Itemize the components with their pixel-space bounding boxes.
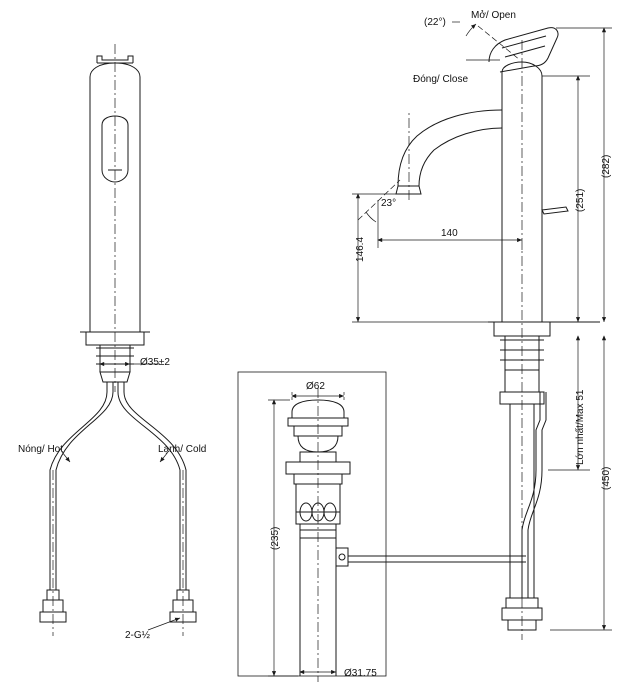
hot-cold-leaders [62,452,180,630]
label-dim-140: 140 [441,228,458,239]
drain-assembly-view [286,400,386,676]
label-hot: Nóng/ Hot [18,444,64,455]
dim-140 [378,200,522,250]
label-dim-450: (450) [601,466,612,490]
label-close: Đóng/ Close [413,74,469,85]
label-deck-hole: Ø35±2 [140,357,170,368]
label-drain-bottom-diameter: Ø31.75 [344,668,377,679]
dim-146-4 [352,194,488,322]
right-faucet-view [356,28,600,630]
label-dim-235: (235) [270,526,281,550]
label-open: Mở/ Open [471,10,516,21]
label-dim-max-51: Lớn nhất/Max 51 [575,389,586,465]
label-dim-282: (282) [601,154,612,178]
label-thread: 2-G½ [125,630,151,641]
dim-251-282 [542,28,612,630]
label-dim-251: (251) [575,188,586,212]
label-dim-146-4: 146.4 [355,236,366,262]
label-handle-angle: (22°) [424,17,446,28]
label-cold: Lạnh/ Cold [158,444,207,455]
left-faucet-view [40,56,196,622]
handle-angle-arc [452,22,520,60]
label-spout-angle: 23° [381,198,397,209]
left-view-centerline [53,44,183,636]
label-drain-top-diameter: Ø62 [306,381,325,392]
